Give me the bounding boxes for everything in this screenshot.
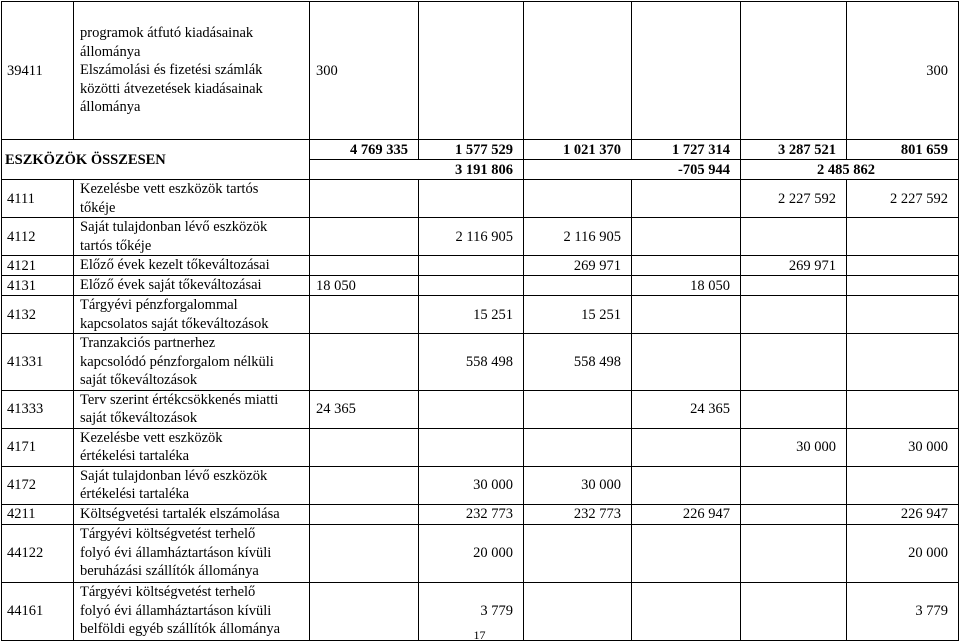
value-cell <box>524 180 632 218</box>
value-cell: 24 365 <box>310 390 419 428</box>
account-description: Tárgyévi költségvetést terhelő folyó évi államháztartáson kívüli beruházási szállítók állománya <box>74 524 310 582</box>
subtotal-cell: 2 485 862 <box>741 160 959 180</box>
table-row <box>2 428 959 466</box>
value-cell: 3 287 521 <box>741 140 847 160</box>
value-cell: 226 947 <box>632 504 741 524</box>
value-cell <box>741 296 847 334</box>
account-description: Költségvetési tartalék elszámolása <box>74 504 310 524</box>
value-cell: 226 947 <box>847 504 959 524</box>
value-cell <box>632 428 741 466</box>
account-description: Előző évek kezelt tőkeváltozásai <box>74 256 310 276</box>
table-row <box>2 276 959 296</box>
account-description: Terv szerint értékcsökkenés miatti saját tőkeváltozások <box>74 390 310 428</box>
value-cell: 3 779 <box>847 582 959 640</box>
value-cell <box>419 390 524 428</box>
account-code: 4112 <box>2 218 74 256</box>
table-row <box>2 218 959 256</box>
value-cell <box>741 334 847 391</box>
value-cell <box>632 334 741 391</box>
value-cell: 20 000 <box>419 524 524 582</box>
account-code: 4211 <box>2 504 74 524</box>
value-cell <box>741 2 847 140</box>
value-cell <box>524 428 632 466</box>
value-cell: 1 021 370 <box>524 140 632 160</box>
account-description: Tranzakciós partnerhez kapcsolódó pénzforgalom nélküli saját tőkeváltozások <box>74 334 310 391</box>
value-cell: 30 000 <box>419 466 524 504</box>
value-cell <box>524 524 632 582</box>
value-cell <box>310 180 419 218</box>
account-description: Tárgyévi pénzforgalommal kapcsolatos saját tőkeváltozások <box>74 296 310 334</box>
value-cell <box>419 276 524 296</box>
subtotal-cell: -705 944 <box>524 160 741 180</box>
value-cell <box>847 296 959 334</box>
value-cell: 2 227 592 <box>741 180 847 218</box>
value-cell <box>524 390 632 428</box>
account-description: Saját tulajdonban lévő eszközök tartós tőkéje <box>74 218 310 256</box>
value-cell: 18 050 <box>632 276 741 296</box>
value-cell <box>632 2 741 140</box>
ledger-table <box>1 1 959 641</box>
value-cell <box>847 218 959 256</box>
value-cell <box>310 466 419 504</box>
value-cell <box>419 256 524 276</box>
value-cell: 2 116 905 <box>419 218 524 256</box>
value-cell <box>632 256 741 276</box>
subtotal-cell: 3 191 806 <box>310 160 524 180</box>
value-cell <box>741 466 847 504</box>
value-cell <box>632 180 741 218</box>
value-cell <box>310 428 419 466</box>
account-code: 4121 <box>2 256 74 276</box>
table-row-totals <box>2 140 959 160</box>
value-cell <box>310 504 419 524</box>
value-cell: 4 769 335 <box>310 140 419 160</box>
account-code: 44161 <box>2 582 74 640</box>
value-cell <box>847 466 959 504</box>
account-code: 4111 <box>2 180 74 218</box>
value-cell <box>847 276 959 296</box>
table-row <box>2 466 959 504</box>
value-cell: 801 659 <box>847 140 959 160</box>
table-row <box>2 504 959 524</box>
value-cell: 30 000 <box>524 466 632 504</box>
account-description: Saját tulajdonban lévő eszközök értékelési tartaléka <box>74 466 310 504</box>
value-cell: 30 000 <box>741 428 847 466</box>
account-code: 4171 <box>2 428 74 466</box>
account-description: Előző évek saját tőkeváltozásai <box>74 276 310 296</box>
value-cell: 232 773 <box>419 504 524 524</box>
value-cell <box>632 218 741 256</box>
value-cell <box>847 334 959 391</box>
table-row <box>2 2 959 140</box>
value-cell <box>419 2 524 140</box>
value-cell <box>524 276 632 296</box>
value-cell <box>741 504 847 524</box>
value-cell <box>310 218 419 256</box>
account-code: 44122 <box>2 524 74 582</box>
totals-title: ESZKÖZÖK ÖSSZESEN <box>2 140 310 180</box>
value-cell <box>419 180 524 218</box>
account-code: 41331 <box>2 334 74 391</box>
table-row <box>2 180 959 218</box>
account-description: Kezelésbe vett eszközök értékelési tartaléka <box>74 428 310 466</box>
value-cell: 15 251 <box>419 296 524 334</box>
account-description: programok átfutó kiadásainak állománya Elszámolási és fizetési számlák közötti átvezetések kiadásainak állománya <box>74 2 310 140</box>
value-cell <box>741 218 847 256</box>
table-row <box>2 334 959 391</box>
value-cell <box>419 428 524 466</box>
value-cell <box>310 524 419 582</box>
table-row <box>2 524 959 582</box>
value-cell <box>632 524 741 582</box>
account-code: 4131 <box>2 276 74 296</box>
table-row <box>2 296 959 334</box>
value-cell <box>310 256 419 276</box>
account-code: 4172 <box>2 466 74 504</box>
value-cell: 1 727 314 <box>632 140 741 160</box>
value-cell: 3 779 <box>419 582 524 640</box>
value-cell: 2 227 592 <box>847 180 959 218</box>
value-cell <box>847 256 959 276</box>
value-cell <box>632 466 741 504</box>
value-cell <box>310 296 419 334</box>
value-cell <box>741 276 847 296</box>
account-code: 41333 <box>2 390 74 428</box>
value-cell <box>741 524 847 582</box>
value-cell: 20 000 <box>847 524 959 582</box>
value-cell: 269 971 <box>741 256 847 276</box>
value-cell: 232 773 <box>524 504 632 524</box>
value-cell: 2 116 905 <box>524 218 632 256</box>
account-code: 39411 <box>2 2 74 140</box>
value-cell <box>741 390 847 428</box>
value-cell <box>310 334 419 391</box>
value-cell: 300 <box>310 2 419 140</box>
value-cell <box>632 296 741 334</box>
value-cell <box>847 390 959 428</box>
value-cell: 18 050 <box>310 276 419 296</box>
value-cell: 269 971 <box>524 256 632 276</box>
value-cell: 558 498 <box>419 334 524 391</box>
value-cell: 30 000 <box>847 428 959 466</box>
value-cell: 300 <box>847 2 959 140</box>
table-row <box>2 256 959 276</box>
account-description: Tárgyévi költségvetést terhelő folyó évi államháztartáson kívüli belföldi egyéb szállítók állománya <box>74 582 310 640</box>
page-number: 17 <box>473 628 486 642</box>
value-cell: 24 365 <box>632 390 741 428</box>
account-description: Kezelésbe vett eszközök tartós tőkéje <box>74 180 310 218</box>
account-code: 4132 <box>2 296 74 334</box>
value-cell: 1 577 529 <box>419 140 524 160</box>
value-cell: 558 498 <box>524 334 632 391</box>
value-cell: 15 251 <box>524 296 632 334</box>
table-row <box>2 390 959 428</box>
value-cell <box>524 2 632 140</box>
